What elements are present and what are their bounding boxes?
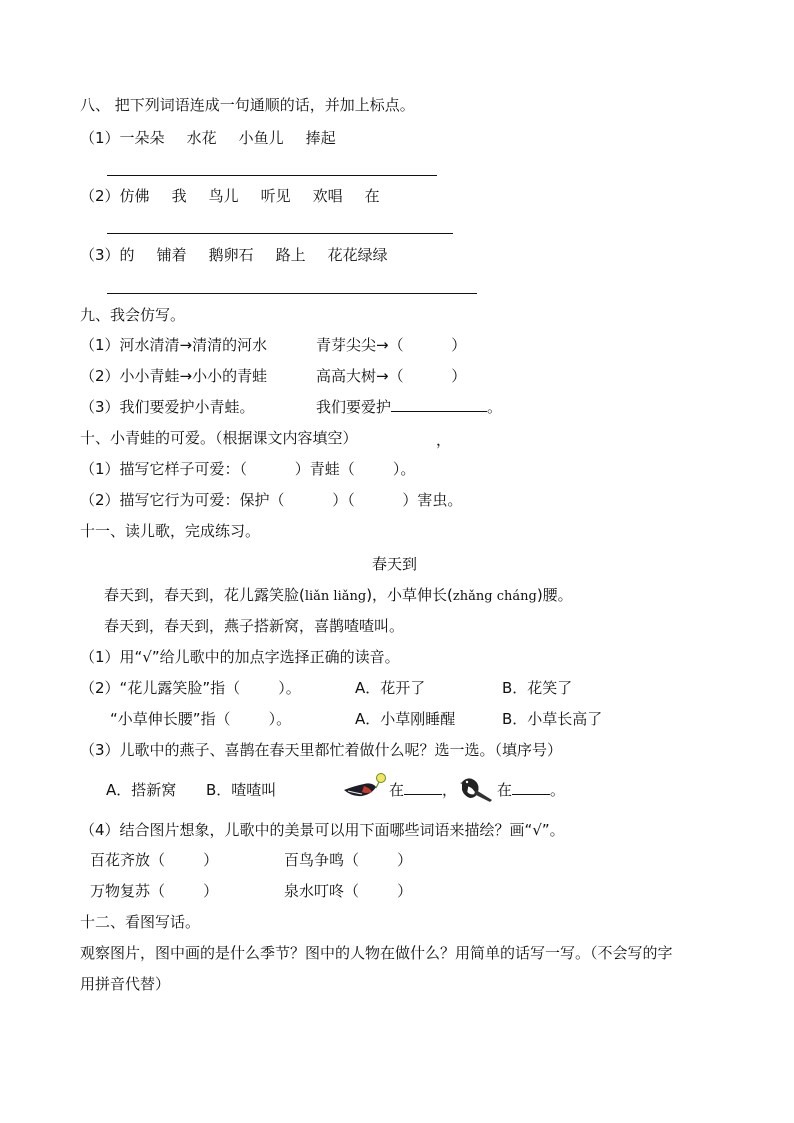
word: 鸟儿: [208, 187, 239, 205]
period: 。: [487, 398, 503, 416]
word: 小鱼儿: [238, 129, 284, 147]
item-number: （2）: [80, 187, 120, 205]
poem-text: 春天到，春天到，花儿露笑脸(: [104, 586, 305, 604]
poem-text: )，小草伸长(: [366, 586, 453, 604]
word-option[interactable]: 泉水叮咚（ ）: [284, 882, 413, 900]
pinyin-options[interactable]: liǎn liǎng: [304, 589, 367, 604]
q11-sub-3-fill-1: [389, 780, 457, 800]
q12-heading: 十二、看图写话。: [80, 913, 201, 931]
q8-item-2: [80, 186, 380, 206]
word: 捧起: [305, 129, 336, 147]
word: 一朵朵: [119, 129, 165, 147]
word-option[interactable]: 百鸟争鸣（ ）: [284, 851, 413, 869]
q8-heading: 八、 把下列词语连成一句通顺的话，并加上标点。: [80, 96, 415, 114]
word: 仿佛: [119, 187, 150, 205]
answer-line[interactable]: [107, 175, 437, 176]
prompt-text: 我们要爱护: [316, 398, 392, 416]
word: 水花: [186, 129, 217, 147]
q11-sub-4: （4）结合图片想象，儿歌中的美景可以用下面哪些词语来描绘？画“√”。: [80, 821, 565, 839]
q11-sub-3: （3）儿歌中的燕子、喜鹊在春天里都忙着做什么呢？选一选。（填序号）: [80, 741, 563, 759]
q10-heading: 十、小青蛙的可爱。（根据课文内容填空）: [80, 429, 358, 447]
q9-heading: 九、我会仿写。: [80, 306, 186, 324]
poem-title: 春天到: [372, 555, 418, 573]
fill-blank[interactable]: [512, 780, 550, 795]
word: 铺着: [156, 246, 187, 264]
at-text: 在: [389, 781, 405, 799]
q11-sub-2b-question[interactable]: “小草伸长腰”指（ ）。: [110, 710, 292, 728]
q8-item-3: [80, 245, 388, 265]
q11-sub-1: （1）用“√”给儿歌中的加点字选择正确的读音。: [80, 648, 400, 666]
q11-sub-3-fill-2: [497, 780, 565, 800]
option-b: B．喳喳叫: [206, 781, 277, 799]
pinyin-options[interactable]: zhǎng cháng: [452, 589, 537, 604]
q11-heading: 十一、读儿歌，完成练习。: [80, 522, 261, 540]
magpie-icon: [458, 774, 496, 804]
word-option[interactable]: 百花齐放（ ）: [90, 851, 219, 869]
word: 的: [119, 246, 135, 264]
word: 在: [364, 187, 380, 205]
q10-row-2[interactable]: （2）描写它行为可爱：保护（ ）（ ）害虫。: [80, 491, 463, 509]
swallow-icon: [342, 772, 388, 802]
answer-line[interactable]: [107, 293, 477, 294]
poem-line-1: [104, 585, 573, 607]
fill-blank[interactable]: [391, 397, 487, 412]
period: 。: [550, 781, 566, 799]
comma: ，: [442, 781, 458, 799]
q10-row-1[interactable]: （1）描写它样子可爱：（ ）青蛙（ ）。: [80, 460, 416, 478]
option-b: B．花笑了: [502, 679, 573, 697]
word: 欢唱: [312, 187, 343, 205]
item-number: （3）: [80, 246, 120, 264]
q11-sub-2a-question[interactable]: （2）“花儿露笑脸”指（ ）。: [80, 679, 301, 697]
q9-row-2-left: （2）小小青蛙→小小的青蛙: [80, 367, 268, 385]
stray-comma: ，: [436, 431, 452, 449]
word: 鹅卵石: [208, 246, 254, 264]
fill-blank[interactable]: [404, 780, 442, 795]
option-b: B．小草长高了: [502, 710, 603, 728]
q9-row-1-left: （1）河水清清→清清的河水: [80, 336, 268, 354]
option-a: A．搭新窝: [106, 781, 177, 799]
q9-row-2-right[interactable]: 高高大树→（ ）: [316, 367, 467, 385]
at-text: 在: [497, 781, 513, 799]
poem-line-2: 春天到，春天到，燕子搭新窝，喜鹊喳喳叫。: [104, 617, 405, 635]
word-option[interactable]: 万物复苏（ ）: [90, 882, 219, 900]
word: 花花绿绿: [327, 246, 388, 264]
q9-row-3-left: （3）我们要爱护小青蛙。: [80, 398, 255, 416]
word: 路上: [275, 246, 306, 264]
answer-line[interactable]: [107, 233, 453, 234]
option-a: A．小草刚睡醒: [355, 710, 456, 728]
q9-row-3-right: [316, 397, 502, 417]
word: 我: [171, 187, 187, 205]
poem-text: )腰。: [536, 586, 573, 604]
word: 听见: [260, 187, 291, 205]
q8-item-1: [80, 128, 336, 148]
q9-row-1-right[interactable]: 青芽尖尖→（ ）: [316, 336, 467, 354]
q12-instruction-line-1: 观察图片，图中画的是什么季节？图中的人物在做什么？用简单的话写一写。（不会写的字: [80, 944, 673, 962]
q12-instruction-line-2: 用拼音代替）: [80, 975, 171, 993]
item-number: （1）: [80, 129, 120, 147]
option-a: A．花开了: [355, 679, 426, 697]
